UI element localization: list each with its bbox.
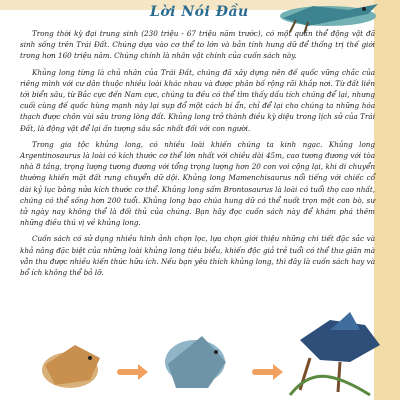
paragraph-1: Trong thời kỳ đại trung sinh (230 triệu - 67 triệu năm trước), có một quần thể động vật đã sinh sống trên Trái Đất. Chúng dựa vào cơ thể to lớn và bản tính hung dữ để thống trị thế giới trong hơn 160 triệu năm. Chúng chính là nhân vật chính của cuốn sách này. [20, 29, 375, 61]
page-title: Lời Nói Đầu [150, 4, 249, 20]
paragraph-2: Khủng long từng là chủ nhân của Trái Đất, chúng đã xây dựng nên đế quốc vững chắc của riêng mình với cư dân thuộc nhiều loài khác nhau và được phân bố rộng rãi khắp nơi. Từ đất liền tới biển sâu, từ Bắc cực đến Nam cực, chúng ta đều có thể tìm thấy dấu tích chúng để lại, nhưng cuối cùng đế quốc hùng mạnh này lại sụp đổ một cách bí ẩn, chỉ để lại cho chúng ta những hóa thạch được chôn vùi sâu trong lòng đất. Khủng long trở thành điều kỳ diệu trong lịch sử của Trái Đất, là động vật để lại ấn tượng sâu sắc nhất đối với con người. [20, 67, 375, 133]
preface-text [20, 28, 375, 283]
paragraph-4: Cuốn sách có sử dụng nhiều hình ảnh chọn lọc, lựa chọn giới thiệu những chi tiết đặc sắc và khả năng đặc biệt của những loài khủng long tiêu biểu, khiến độc giả trẻ tuổi có thể thư giãn mà vẫn thu được nhiều kiến thức hữu ích. Nếu bạn yêu thích khủng long, thì đây là cuốn sách hay và bổ ích không thể bỏ lỡ. [20, 234, 375, 278]
paragraph-3: Trong gia tộc khủng long, có nhiều loài khiến chúng ta kinh ngạc. Khủng long Argentinosaurus là loài có kích thước cơ thể lớn nhất với chiều dài 45m, cao tương đương với tòa nhà 8 tầng, trọng lượng tương đương với tổng trọng lượng hơn 20 con voi cộng lại, khi di chuyển thường khiến mặt đất rung chuyển dữ dội. Khủng long Mamenchisaurus nổi tiếng với chiếc cổ dài kỷ lục bằng nửa kích thước cơ thể. Khủng long sấm Brontosaurus là loài có tuổi thọ cao nhất, chúng có thể sống hơn 200 tuổi. Khủng long bạo chúa hung dữ có thể nuốt trọn một con bò, sư tử ngày nay không thể là đối thủ của chúng. Bạn hãy đọc cuốn sách này để khám phá thêm những điều thú vị về khủng long. [20, 139, 375, 228]
dinosaur-bottom-illustration [30, 300, 390, 400]
